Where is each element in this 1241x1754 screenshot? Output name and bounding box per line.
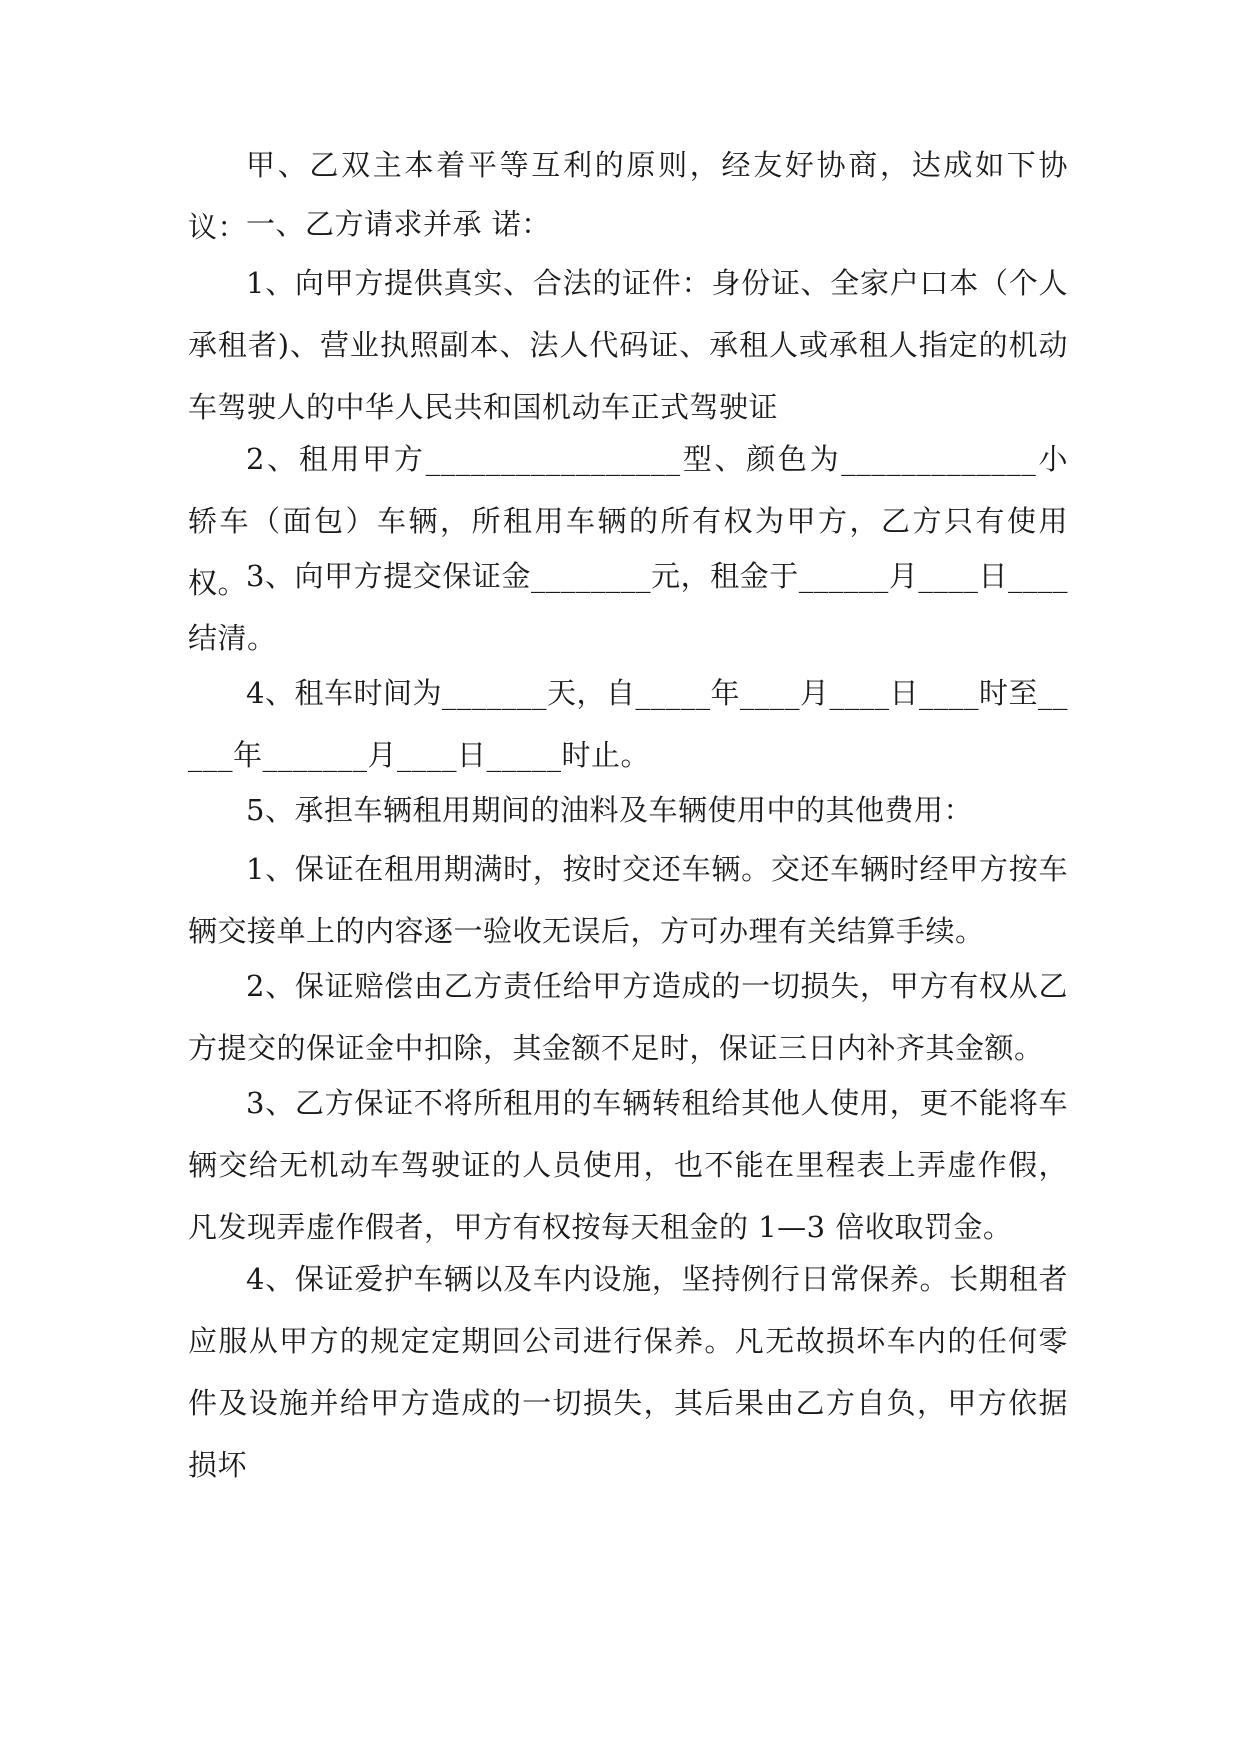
clause-1-2: 2、租用甲方_________________型、颜色为_____________小轿车（面包）车辆，所租用车辆的所有权为甲方，乙方只有使用权。	[188, 442, 1068, 600]
clause-1-1: 1、向甲方提供真实、合法的证件：身份证、全家户口本（个人承租者)、营业执照副本、法人代码证、承租人或承租人指定的机动车驾驶人的中华人民共和国机动车正式驾驶证	[188, 266, 1068, 424]
guarantee-4: 4、保证爱护车辆以及车内设施，坚持例行日常保养。长期租者应服从甲方的规定定期回公司进行保养。凡无故损坏车内的任何零件及设施并给甲方造成的一切损失，其后果由乙方自负，甲方依据损坏	[188, 1262, 1068, 1482]
section-heading-1: 一、乙方请求并承 诺：	[246, 207, 551, 241]
clause-1-5: 5、承担车辆租用期间的油料及车辆使用中的其他费用：	[246, 793, 973, 827]
clause-1-4: 4、租车时间为_______天，自_____年____月____日____时至_____年_______月____日_____时止。	[188, 676, 1068, 772]
guarantee-3: 3、乙方保证不将所租用的车辆转租给其他人使用，更不能将车辆交给无机动车驾驶证的人员使用，也不能在里程表上弄虚作假，凡发现弄虚作假者，甲方有权按每天租金的 1—3 倍收取罚金。	[188, 1086, 1068, 1244]
clause-1-3: 3、向甲方提交保证金________元，租金于______月____日____结清。	[188, 559, 1068, 655]
guarantee-1: 1、保证在租用期满时，按时交还车辆。交还车辆时经甲方按车辆交接单上的内容逐一验收无误后，方可办理有关结算手续。	[188, 852, 1068, 948]
guarantee-2: 2、保证赔偿由乙方责任给甲方造成的一切损失，甲方有权从乙方提交的保证金中扣除，其金额不足时，保证三日内补齐其金额。	[188, 969, 1068, 1065]
paragraph-intro: 甲、乙双主本着平等互利的原则，经友好协商，达成如下协议：	[188, 148, 1068, 244]
